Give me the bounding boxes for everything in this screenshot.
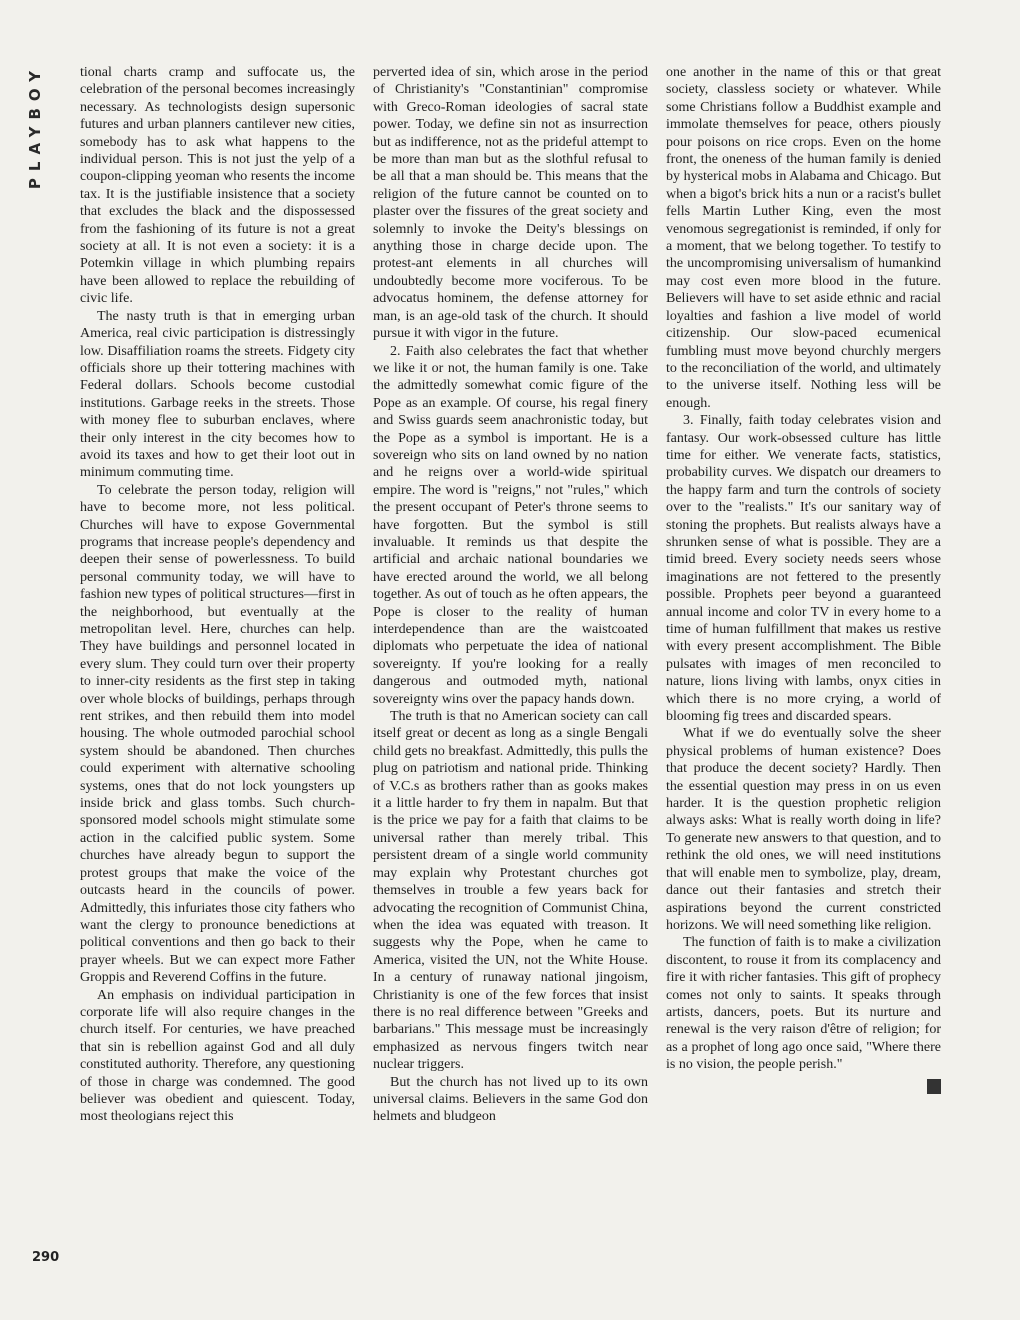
text-column-3	[666, 64, 941, 1274]
page-number: 290	[32, 1250, 60, 1265]
paragraph: What if we do eventually solve the sheer physical problems of human existence? Does that produce the decent society? Hardly. Then the essential question may press in on us even harder. It is the question prophetic religion always asks: What is really worth doing in life? To generate new answers to that question, and to rethink the old ones, we will need institutions that will enable men to symbolize, play, dream, dance out their fantasies and stretch their aspirations beyond the current constricted horizons. We will need something like religion.	[666, 726, 941, 933]
paragraph: tional charts cramp and suffocate us, the celebration of the personal becomes increasingly necessary. As technologists design supersonic futures and urban planners cantilever new cities, somebody has to ask what happens to the individual person. This is not just the yelp of a coupon-clipping yeoman who resents the income tax. It is the justifiable insistence that a society that excludes the black and the dispossessed from the fashioning of its future is not a great society at all. It is not even a society: it is a Potemkin village in which plumbing repairs have been allowed to replace the rebuilding of civic life.	[80, 65, 355, 307]
magazine-masthead	[20, 64, 50, 234]
paragraph: An emphasis on individual participation in corporate life will also require changes in the church itself. For centuries, we have preached that sin is rebellion against God and all duly constituted authority. Therefore, any questioning of those in charge was condemned. The good believer was obedient and quiescent. Today, most theologians reject this	[80, 987, 355, 1125]
text-column-2	[373, 64, 648, 1274]
paragraph: perverted idea of sin, which arose in the period of Christianity's "Constantinian" compromise with Greco-Roman ideologies of sacral state power. Today, we define sin not as insurrection but as indifference, not as the prideful attempt to be more than man but as the slothful refusal to be all that a man should be. This means that the religion of the future cannot be counted on to plaster over the fissures of the great society and solemnly to invoke the Deity's blessings on anything those in charge decide upon. The protest-ant elements in all churches will undoubtedly become more vociferous. To be advocatus hominem, the defense attorney for man, is an age-old task of the church. It should pursue it with vigor in the future.	[373, 65, 648, 342]
paragraph: 3. Finally, faith today celebrates vision and fantasy. Our work-obsessed culture has little time for either. We venerate facts, statistics, probability curves. We dispatch our dreamers to the happy farm and turn the controls of society over to the "realists." It's our sanitary way of stoning the prophets. But realists always have a shrunken sense of what is possible. They are a timid breed. Every society needs seers whose imaginations are not fettered to the presently possible. Prophets peer beyond a guaranteed annual income and color TV in every home to a time of human fulfillment that makes us restive with every present accomplishment. The Bible pulsates with images of men reconciled to nature, lions living with lambs, onyx cities in which there is no more crying, a world of blooming fig trees and discarded spears.	[666, 413, 941, 725]
text-column-1	[80, 64, 355, 1274]
paragraph: The truth is that no American society can call itself great or decent as long as a single Bengali child gets no breakfast. Admittedly, this pulls the plug on patriotism and national pride. Thinking of V.C.s as brothers rather than as gooks makes it a little harder to fry them in napalm. But that is the price we pay for a faith that claims to be universal rather than merely tribal. This persistent dream of a single world community may explain why Protestant churches got themselves in trouble a few years back for advocating the recognition of Communist China, when the idea was equated with treason. It suggests why the Pope, when he came to America, visited the UN, not the White House. In a century of runaway national jingoism, Christianity is one of the few forces that insist there is no real difference between "Greeks and barbarians." This message must be increasingly emphasized as nervous fingers twitch near nuclear triggers.	[373, 709, 648, 1073]
article-end-row	[666, 1078, 941, 1095]
paragraph: The function of faith is to make a civilization discontent, to rouse it from its complacency and fire it with richer fantasies. This gift of prophecy comes not only to saints. It speaks through artists, dancers, poets. But its nurture and renewal is the very raison d'être of religion; for as a prophet of long ago once said, "Where there is no vision, the people perish."	[666, 935, 941, 1073]
paragraph: 2. Faith also celebrates the fact that whether we like it or not, the human family is one. Take the admittedly somewhat comic figure of the Pope as an example. Of course, his regal finery and Swiss guards seem anachronistic today, but the Pope as a symbol is important. He is a sovereign who sits on land owned by no nation and he reigns over a world-wide spiritual empire. The word is "reigns," not "rules," which the present occupant of Peter's throne seems to have forgotten. But the symbol is still invaluable. It reminds us that despite the artificial and archaic national boundaries we have erected around the world, we all belong together. As out of touch as he often appears, the Pope is closer to the reality of human interdependence than are the waistcoated diplomats who perpetuate the idea of national sovereignty. If you're looking for a really dangerous and outmoded myth, national sovereignty wins over the papacy hands down.	[373, 343, 648, 707]
paragraph: To celebrate the person today, religion will have to become more, not less political. Churches will have to expose Governmental programs that increase people's dependency and deepen their sense of powerlessness. To build personal community today, we will have to fashion new types of political structures—first in the neighborhood, but eventually at the metropolitan level. Here, churches can help. They have buildings and personnel located in every slum. They could turn over their property to inner-city residents as the first step in taking over whole blocks of buildings, perhaps through rent strikes, and then rebuild them into model housing. The whole outmoded parochial school system should be abandoned. Then churches could experiment with alternative schooling systems, ones that do not lock youngsters up inside brick and glass tombs. Such church-sponsored model schools might stimulate some action in the calcified public system. Some churches have already begun to support the protest groups that make the voice of the outcasts heard in the councils of power. Admittedly, this infuriates those city fathers who want the clergy to pronounce benedictions at political conventions and then go back to their prayer wheels. But we can expect more Father Groppis and Reverend Coffins in the future.	[80, 482, 355, 986]
paragraph: one another in the name of this or that great society, classless society or whatever. While some Christians follow a Buddhist example and immolate themselves for peace, others piously pour poisons on rice crops. Even on the home front, the oneness of the human family is denied by hysterical mobs in Alabama and Chicago. But when a bigot's brick hits a nun or a racist's bullet fells Martin Luther King, even the most venomous segregationist is reminded, if only for a moment, that we belong together. To testify to the uncompromising universalism of humankind may cost even more blood in the future. Believers will have to set aside ethnic and racial loyalties and fashion a live model of world citizenship. Our slow-paced ecumenical fumbling must move beyond churchly mergers to the reconciliation of the world, and ultimately to the universe itself. Nothing less will be enough.	[666, 65, 941, 411]
magazine-name: PLAYBOY	[26, 64, 44, 190]
paragraph: The nasty truth is that in emerging urban America, real civic participation is distressingly low. Disaffiliation roams the streets. Fidgety city officials shore up their tottering machines with Federal dollars. Schools become custodial institutions. Garbage reeks in the streets. Those with money flee to suburban enclaves, where their only interest in the city becomes how to avoid its taxes and how to get their loot out in minimum commuting time.	[80, 308, 355, 481]
rabbit-end-mark-icon	[927, 1079, 941, 1094]
paragraph: But the church has not lived up to its own universal claims. Believers in the same God don helmets and bludgeon	[373, 1074, 648, 1125]
